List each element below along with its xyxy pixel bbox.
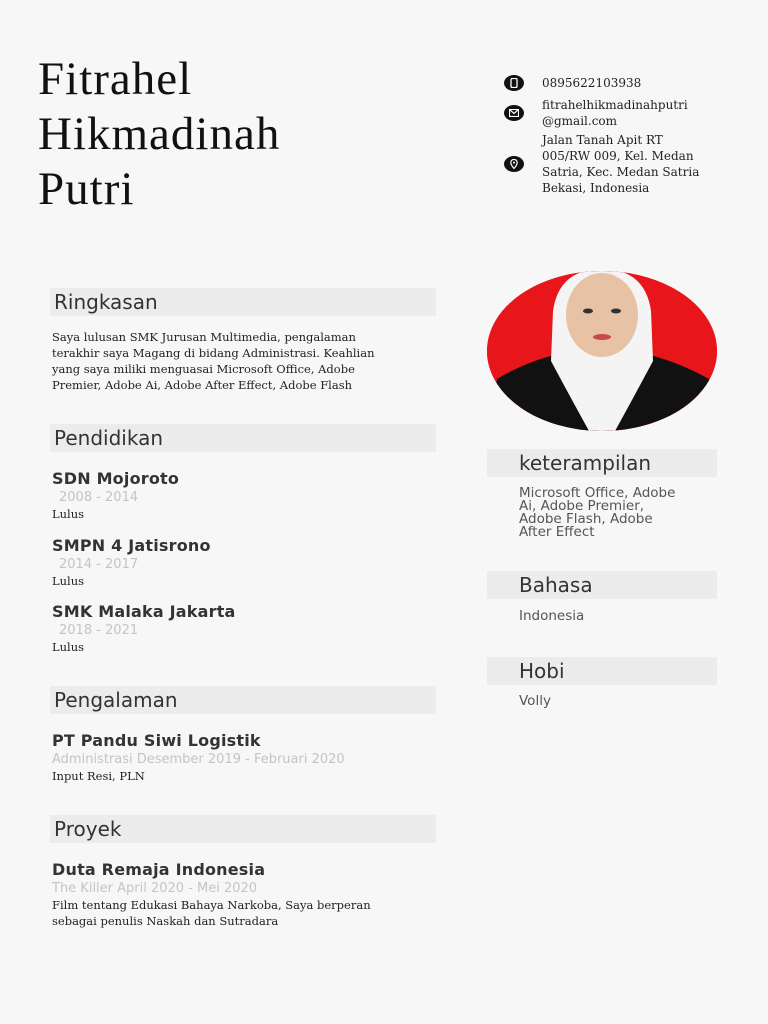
project-description: [52, 897, 371, 929]
school-years: 2014 - 2017: [59, 557, 139, 572]
school-years: 2018 - 2021: [59, 623, 139, 638]
project-title: Duta Remaja Indonesia: [52, 860, 266, 879]
school-status: Lulus: [52, 640, 85, 654]
phone-number: 0895622103938: [542, 76, 642, 90]
hobi-heading: Hobi: [487, 657, 717, 685]
name-line-3: Putri: [38, 163, 135, 215]
school-status: Lulus: [52, 574, 85, 588]
school-name: SDN Mojoroto: [52, 469, 180, 488]
ringkasan-line: terakhir saya Magang di bidang Administrasi. Keahlian: [52, 346, 375, 360]
school-name: SMPN 4 Jatisrono: [52, 536, 211, 555]
pendidikan-heading: Pendidikan: [50, 424, 436, 452]
profile-photo-illustration: [487, 271, 717, 431]
email-line-1: fitrahelhikmadinahputri: [542, 98, 688, 112]
address-line-1: Jalan Tanah Apit RT: [542, 133, 663, 147]
email-icon: [504, 105, 524, 121]
language-value: Indonesia: [519, 608, 585, 624]
job-description: Input Resi, PLN: [52, 769, 145, 783]
job-role-dates: Administrasi Desember 2019 - Februari 2020: [52, 752, 345, 767]
address-line-4: Bekasi, Indonesia: [542, 181, 650, 195]
name-line-2: Hikmadinah: [38, 108, 281, 160]
address-text: [542, 132, 699, 196]
email-line-2: @gmail.com: [542, 114, 618, 128]
email-address: [542, 97, 688, 129]
contact-email: [504, 97, 734, 129]
phone-icon: [504, 75, 524, 91]
ringkasan-line: Saya lulusan SMK Jurusan Multimedia, pengalaman: [52, 330, 356, 344]
school-years: 2008 - 2014: [59, 490, 139, 505]
keterampilan-heading: keterampilan: [487, 449, 717, 477]
ringkasan-text: [52, 329, 442, 393]
ringkasan-line: yang saya miliki menguasai Microsoft Office, Adobe: [52, 362, 355, 376]
contact-phone: [504, 75, 734, 91]
location-icon: [504, 156, 524, 172]
project-desc-line: Film tentang Edukasi Bahaya Narkoba, Saya berperan: [52, 898, 371, 912]
skills-line: Adobe Flash, Adobe: [519, 511, 653, 527]
name-line-1: Fitrahel: [38, 53, 193, 105]
school-status: Lulus: [52, 507, 85, 521]
proyek-heading: Proyek: [50, 815, 436, 843]
project-role-dates: The Killer April 2020 - Mei 2020: [52, 881, 258, 896]
candidate-name: [38, 52, 458, 217]
contact-address: [504, 132, 734, 196]
pengalaman-heading: Pengalaman: [50, 686, 436, 714]
profile-photo: [487, 271, 717, 431]
bahasa-heading: Bahasa: [487, 571, 717, 599]
skills-text: [519, 487, 719, 539]
address-line-2: 005/RW 009, Kel. Medan: [542, 149, 694, 163]
address-line-3: Satria, Kec. Medan Satria: [542, 165, 700, 179]
school-name: SMK Malaka Jakarta: [52, 602, 236, 621]
ringkasan-heading: Ringkasan: [50, 288, 436, 316]
company-name: PT Pandu Siwi Logistik: [52, 731, 261, 750]
skills-line: Ai, Adobe Premier,: [519, 498, 645, 514]
skills-line: Microsoft Office, Adobe: [519, 485, 676, 501]
skills-line: After Effect: [519, 524, 595, 540]
hobby-value: Volly: [519, 693, 551, 709]
ringkasan-line: Premier, Adobe Ai, Adobe After Effect, Adobe Flash: [52, 378, 353, 392]
project-desc-line: sebagai penulis Naskah dan Sutradara: [52, 914, 279, 928]
